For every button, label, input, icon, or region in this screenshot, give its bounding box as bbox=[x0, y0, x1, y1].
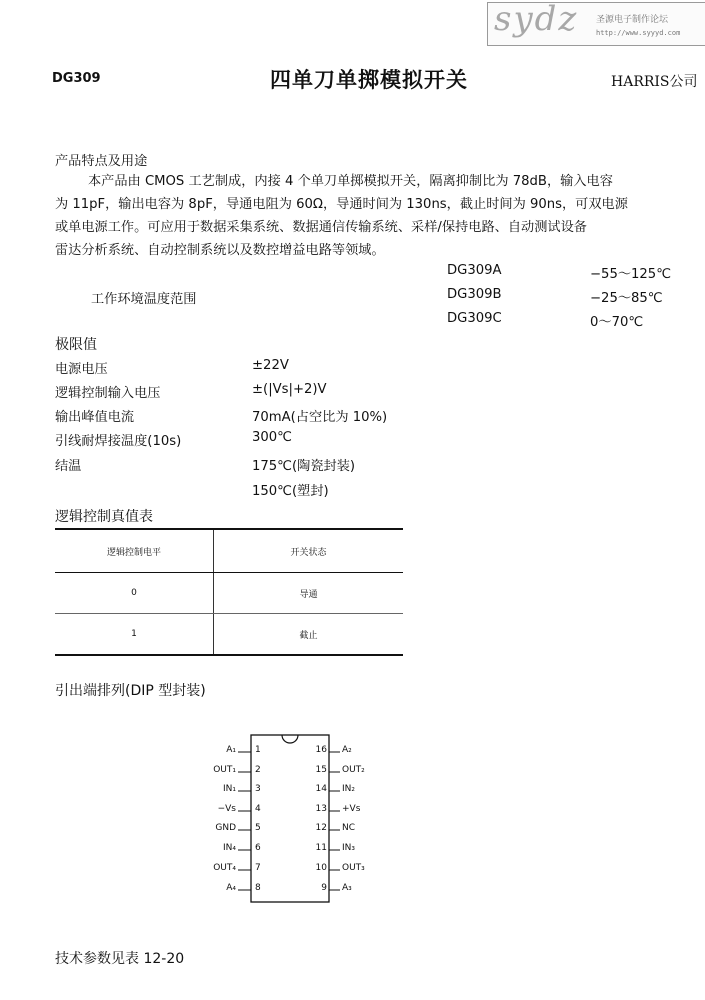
pin-label-left: −Vs bbox=[217, 804, 236, 814]
temperature-model: DG309C bbox=[447, 311, 502, 326]
limit-value: 150℃(塑封) bbox=[252, 484, 329, 499]
pin-label-right: A₂ bbox=[342, 745, 352, 755]
pin-label-left: OUT₁ bbox=[213, 765, 236, 775]
pin-label-right: OUT₂ bbox=[342, 765, 365, 775]
truth-table-header-level: 逻辑控制电平 bbox=[55, 529, 214, 573]
model-number: DG309 bbox=[52, 71, 101, 86]
temperature-range: −55～125℃ bbox=[590, 267, 671, 282]
features-line: 雷达分析系统、自动控制系统以及数控增益电路等领域。 bbox=[55, 243, 385, 258]
pin-label-right: NC bbox=[342, 823, 356, 833]
pin-number-left: 4 bbox=[255, 804, 261, 814]
pin-label-right: A₃ bbox=[342, 883, 352, 893]
features-line: 为 11pF，输出电容为 8pF，导通电阻为 60Ω，导通时间为 130ns，截止时间为 90ns，可双电源 bbox=[55, 197, 628, 212]
watermark-site-name: 圣源电子制作论坛 bbox=[596, 15, 669, 25]
pin-number-right: 15 bbox=[315, 765, 327, 775]
truth-table-level: 0 bbox=[55, 573, 214, 614]
temperature-model: DG309A bbox=[447, 263, 502, 278]
page-title: 四单刀单掷模拟开关 bbox=[270, 68, 468, 92]
pin-number-left: 7 bbox=[255, 863, 261, 873]
pinout-heading: 引出端排列(DIP 型封装) bbox=[55, 683, 206, 699]
pin-number-left: 8 bbox=[255, 883, 261, 893]
pin-number-right: 12 bbox=[315, 823, 327, 833]
pin-label-right: IN₃ bbox=[342, 843, 355, 853]
pin-label-left: A₁ bbox=[226, 745, 236, 755]
pin-number-left: 6 bbox=[255, 843, 261, 853]
pin-label-left: A₄ bbox=[226, 883, 236, 893]
pin-number-right: 16 bbox=[315, 745, 327, 755]
pin-label-right: OUT₃ bbox=[342, 863, 365, 873]
pin-number-right: 11 bbox=[315, 843, 327, 853]
pin-number-right: 13 bbox=[315, 804, 327, 814]
watermark-url: http://www.syyyd.com bbox=[596, 29, 681, 37]
pin-number-left: 2 bbox=[255, 765, 261, 775]
limit-name: 输出峰值电流 bbox=[55, 410, 135, 425]
pin-number-left: 1 bbox=[255, 745, 261, 755]
pin-number-left: 3 bbox=[255, 784, 261, 794]
truth-table-header-state: 开关状态 bbox=[214, 529, 404, 573]
limit-value: ±22V bbox=[252, 358, 289, 373]
temperature-range: 0～70℃ bbox=[590, 315, 644, 330]
truth-table-level: 1 bbox=[55, 614, 214, 656]
pin-number-right: 9 bbox=[321, 883, 327, 893]
features-heading: 产品特点及用途 bbox=[55, 154, 148, 169]
truth-table-state: 截止 bbox=[214, 614, 404, 656]
limit-name: 逻辑控制输入电压 bbox=[55, 386, 161, 401]
limit-value: 70mA(占空比为 10%) bbox=[252, 410, 388, 425]
pin-label-left: OUT₄ bbox=[213, 863, 236, 873]
manufacturer: HARRIS公司 bbox=[611, 74, 698, 90]
limit-name: 结温 bbox=[55, 459, 82, 474]
pin-label-left: IN₁ bbox=[223, 784, 236, 794]
pin-number-right: 10 bbox=[315, 863, 327, 873]
footer-reference: 技术参数见表 12-20 bbox=[55, 951, 185, 967]
limit-name: 电源电压 bbox=[55, 362, 108, 377]
limit-name: 引线耐焊接温度(10s) bbox=[55, 434, 182, 449]
limit-value: 175℃(陶瓷封装) bbox=[252, 459, 356, 474]
features-line: 或单电源工作。可应用于数据采集系统、数据通信传输系统、采样/保持电路、自动测试设备 bbox=[55, 220, 587, 235]
truth-table-state: 导通 bbox=[214, 573, 404, 614]
pin-label-left: GND bbox=[215, 823, 236, 833]
pin-number-left: 5 bbox=[255, 823, 261, 833]
pin-label-left: IN₄ bbox=[223, 843, 236, 853]
limits-heading: 极限值 bbox=[55, 337, 97, 353]
pin-number-right: 14 bbox=[315, 784, 327, 794]
temperature-range: −25～85℃ bbox=[590, 291, 663, 306]
limit-value: ±(|Vs|+2)V bbox=[252, 382, 327, 397]
limit-value: 300℃ bbox=[252, 430, 292, 445]
features-line: 本产品由 CMOS 工艺制成，内接 4 个单刀单掷模拟开关，隔离抑制比为 78dB，输入电容 bbox=[88, 174, 613, 189]
temperature-model: DG309B bbox=[447, 287, 502, 302]
pin1-notch bbox=[282, 735, 298, 743]
watermark-logo: sydz bbox=[494, 0, 579, 39]
pin-label-right: +Vs bbox=[342, 804, 361, 814]
temperature-label: 工作环境温度范围 bbox=[91, 292, 197, 307]
truth-table-heading: 逻辑控制真值表 bbox=[55, 509, 153, 525]
dip-package-body bbox=[251, 735, 329, 902]
pin-label-right: IN₂ bbox=[342, 784, 355, 794]
